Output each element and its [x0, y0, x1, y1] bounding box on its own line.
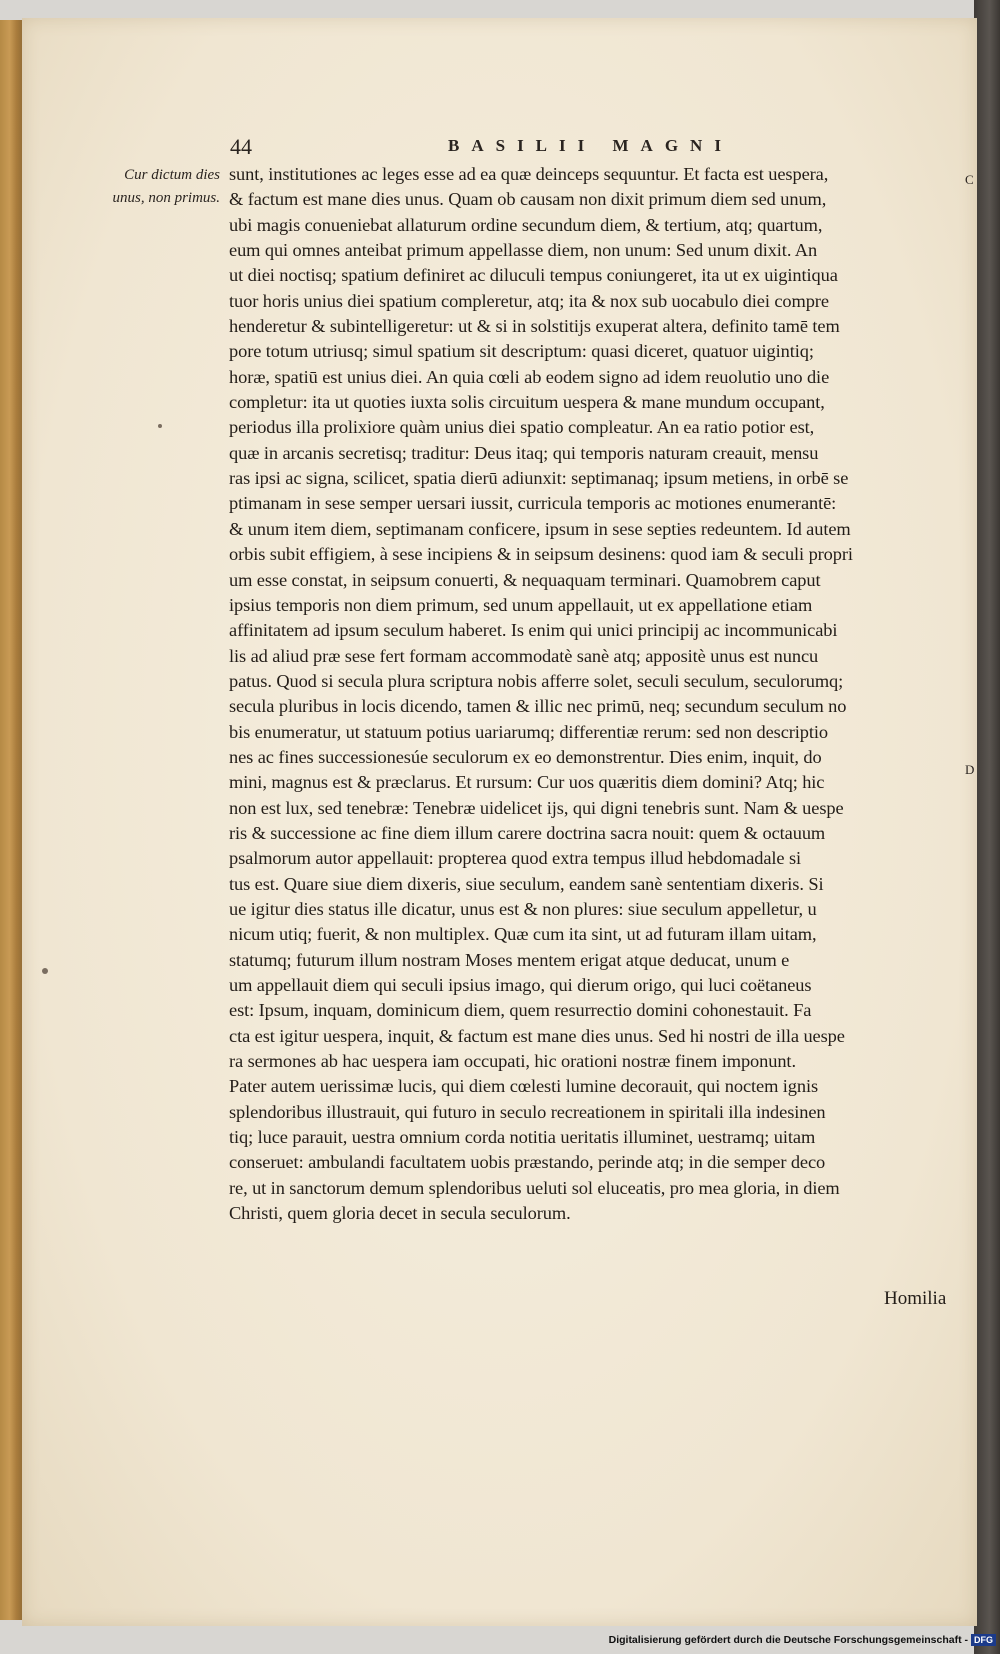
text-line: & unum item diem, septimanam conficere, ipsum in sese septies redeuntem. Id autem [229, 518, 851, 539]
text-line: psalmorum autor appellauit: propterea quod extra tempus illud hebdomadale si [229, 848, 802, 869]
text-line: ris & successione ac fine diem illum carere doctrina sacra nouit: quem & octauum [229, 822, 826, 843]
ink-speck [158, 424, 162, 428]
page-number: 44 [230, 134, 252, 159]
text-line: henderetur & subintelligeretur: ut & si in solstitijs exuperat altera, definito tamē tem [229, 316, 840, 337]
catchword: Homilia [884, 1288, 947, 1309]
text-line: ue igitur dies status ille dicatur, unus est & non plures: siue seculum appelletur, u [229, 898, 817, 919]
text-line: sunt, institutiones ac leges esse ad ea quæ deinceps sequuntur. Et facta est uespera, [229, 164, 829, 184]
text-line: est: Ipsum, inquam, dominicum diem, quem resurrectio domini cohonestauit. Fa [229, 1000, 812, 1021]
text-line: tuor horis unius diei spatium compleretur, atq; ita & nox sub uocabulo diei compre [229, 290, 829, 311]
dfg-logo: DFG [971, 1634, 996, 1646]
text-line: ra sermones ab hac uespera iam occupati, hic orationi nostræ finem imponunt. [229, 1051, 796, 1072]
text-line: horæ, spatiū est unius diei. An quia cœli ab eodem signo ad idem reuolutio uno die [229, 366, 830, 387]
text-line: um esse constat, in seipsum conuerti, & nequaquam terminari. Quamobrem caput [229, 569, 821, 590]
text-line: cta est igitur uespera, inquit, & factum est mane dies unus. Sed hi nostri de illa uespe [229, 1025, 845, 1046]
text-line: orbis subit effigiem, à sese incipiens & in seipsum desinens: quod iam & seculi propri [229, 544, 853, 565]
text-line: patus. Quod si secula plura scriptura nobis afferre solet, seculi seculum, seculorumq; [229, 670, 844, 691]
text-line: non est lux, sed tenebræ: Tenebræ uidelicet ijs, qui digni tenebris sunt. Nam & uespe [229, 797, 844, 818]
text-line: periodus illa prolixiore quàm unius diei spatio compleatur. An ea ratio potior est, [229, 417, 815, 438]
text-line: splendoribus illustrauit, qui futuro in seculo recreationem in spiritali illa indesinen [229, 1101, 826, 1122]
credit-text: Digitalisierung gefördert durch die Deutsche Forschungsgemeinschaft - [608, 1634, 968, 1646]
text-line: ras ipsi ac signa, scilicet, spatia dierū adiunxit: septimanaq; ipsum metiens, in orbē se [229, 468, 849, 489]
text-line: secula pluribus in locis dicendo, tamen & illic nec primū, neq; secundum seculum no [229, 696, 847, 717]
text-line: ubi magis conueniebat allaturum ordine secundum diem, & tertium, atq; quartum, [229, 214, 823, 235]
text-line: Pater autem uerissimæ lucis, qui diem cœlesti lumine decorauit, qui noctem ignis [229, 1076, 819, 1097]
running-head [230, 134, 970, 162]
text-line: nes ac fines successionesúe seculorum ex eo demonstrentur. Dies enim, inquit, do [229, 746, 822, 767]
text-line: lis ad aliud præ sese fert formam accommodatè sanè atq; appositè unus est nuncu [229, 645, 819, 666]
running-title: BASILII MAGNI [448, 136, 733, 155]
text-line: nicum utiq; fuerit, & non multiplex. Quæ cum ita sint, ut ad futuram illam uitam, [229, 924, 817, 945]
text-line: & factum est mane dies unus. Quam ob causam non dixit primum diem sed unum, [229, 189, 827, 210]
text-line: conseruet: ambulandi facultatem uobis præstando, perinde atq; in die semper deco [229, 1152, 826, 1173]
scan-border-strip [974, 0, 1000, 1654]
text-line: statumq; futurum illum nostram Moses mentem erigat atque deducat, unum e [229, 949, 790, 970]
text-line: ptimanam in sese semper uersari iussit, curricula temporis ac motiones enumerantē: [229, 493, 837, 514]
text-line: eum qui omnes anteibat primum appellasse diem, non unum: Sed unum dixit. An [229, 240, 818, 261]
digitization-credit [609, 1632, 996, 1648]
text-line: affinitatem ad ipsum seculum haberet. Is enim qui unici principij ac incommunicabi [229, 620, 838, 641]
ink-speck [42, 968, 48, 974]
marginal-note: Cur dictum dies unus, non primus. [112, 167, 220, 206]
text-line: quæ in arcanis secretisq; traditur: Deus itaq; qui temporis naturam creauit, mensu [229, 442, 819, 463]
text-line: completur: ita ut quoties iuxta solis circuitum uespera & mane mundum occupant, [229, 392, 825, 413]
body-text [229, 162, 961, 1226]
text-line: tus est. Quare siue diem dixeris, siue seculum, eandem sanè sententiam dixeris. Si [229, 873, 824, 894]
text-line: Christi, quem gloria decet in secula seculorum. [229, 1203, 571, 1224]
text-line: bis enumeratur, ut statuum potius uariarumq; differentiæ rerum: sed non descriptio [229, 721, 829, 742]
section-marker-d: D [965, 762, 975, 777]
text-line: mini, magnus est & præclarus. Et rursum: Cur uos quæritis diem domini? Atq; hic [229, 772, 825, 793]
text-line: re, ut in sanctorum demum splendoribus ueluti sol eluceatis, pro mea gloria, in diem [229, 1177, 840, 1198]
text-line: pore totum utriusq; simul spatium sit descriptum: quasi diceret, quatuor uigintiq; [229, 341, 814, 362]
text-line: tiq; luce parauit, uestra omnium corda notitia ueritatis illuminet, uestramq; uitam [229, 1127, 816, 1148]
section-marker-c: C [965, 172, 974, 187]
text-line: ut diei noctisq; spatium definiret ac diluculi tempus coniungeret, ita ut ex uigintiqua [229, 265, 838, 286]
text-line: ipsius temporis non diem primum, sed unum appellauit, ut ex appellatione etiam [229, 594, 813, 615]
book-page-edge [0, 20, 24, 1620]
text-line: um appellauit diem qui seculi ipsius imago, qui dierum origo, qui luci coëtaneus [229, 975, 812, 995]
